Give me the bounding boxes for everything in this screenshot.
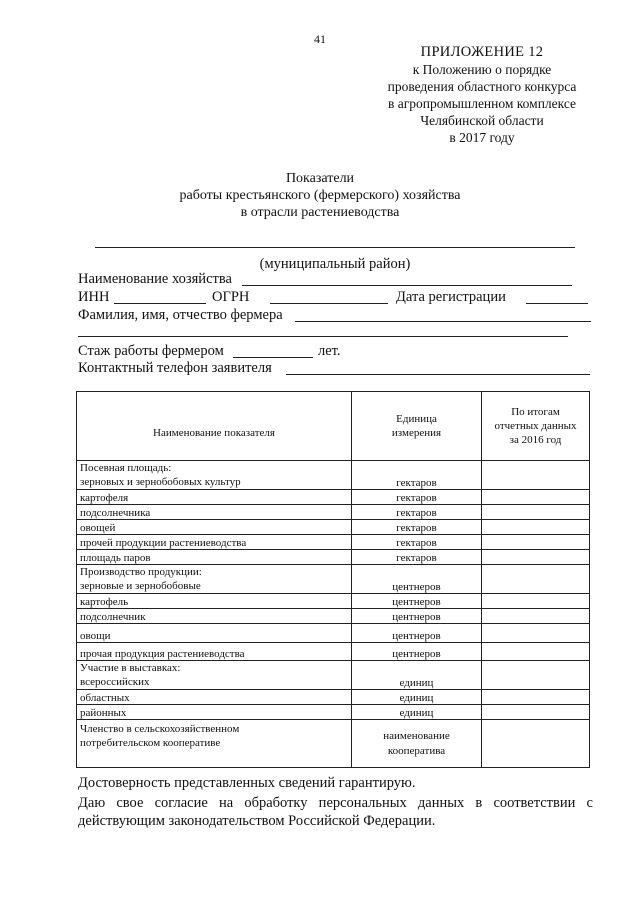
row-name: овощей bbox=[77, 520, 352, 535]
row-name: подсолнечника bbox=[77, 505, 352, 520]
table-row bbox=[77, 535, 590, 550]
farm-name-label: Наименование хозяйства bbox=[78, 271, 232, 287]
farmer-name-label: Фамилия, имя, отчество фермера bbox=[78, 307, 283, 323]
municipal-district-label: (муниципальный район) bbox=[259, 256, 411, 272]
value-cell[interactable] bbox=[482, 594, 590, 609]
row-name: картофель bbox=[77, 594, 352, 609]
group-title-sown-area: Посевная площадь: bbox=[80, 462, 172, 474]
phone-label: Контактный телефон заявителя bbox=[78, 360, 272, 376]
row-name: всероссийских bbox=[80, 676, 150, 688]
unit-cell: единиц bbox=[352, 661, 482, 690]
unit-cell: центнеров bbox=[352, 643, 482, 661]
value-cell[interactable] bbox=[482, 505, 590, 520]
value-cell[interactable] bbox=[482, 643, 590, 661]
document-heading bbox=[150, 170, 490, 221]
header-result-line-1: По итогам bbox=[511, 406, 560, 418]
table-header-row bbox=[77, 392, 590, 461]
membership-unit-line-2: кооператива bbox=[387, 744, 446, 757]
value-cell[interactable] bbox=[482, 609, 590, 624]
header-indicator: Наименование показателя bbox=[77, 392, 352, 461]
registration-date-field[interactable] bbox=[526, 303, 588, 304]
unit-cell: центнеров bbox=[352, 624, 482, 643]
unit-cell: гектаров bbox=[352, 550, 482, 565]
experience-label: Стаж работы фермером bbox=[78, 343, 224, 359]
table-row bbox=[77, 550, 590, 565]
table-row bbox=[77, 609, 590, 624]
group-title-exhibitions: Участие в выставках: bbox=[80, 662, 181, 674]
row-name: картофеля bbox=[77, 490, 352, 505]
heading-line-1: Показатели bbox=[285, 171, 355, 186]
registration-date-label: Дата регистрации bbox=[396, 289, 506, 305]
municipal-district-field[interactable] bbox=[95, 247, 575, 248]
heading-line-3: в отрасли растениеводства bbox=[240, 205, 400, 220]
appendix-line-3: в агропромышленном комплексе bbox=[387, 96, 577, 111]
row-name: площадь паров bbox=[77, 550, 352, 565]
appendix-line-1: к Положению о порядке bbox=[412, 62, 552, 77]
table-row bbox=[77, 594, 590, 609]
row-name: зерновых и зернобобовых культур bbox=[80, 476, 241, 488]
row-name: районных bbox=[77, 705, 352, 720]
page-number: 41 bbox=[314, 32, 326, 46]
unit-cell: единиц bbox=[352, 705, 482, 720]
table-row bbox=[77, 461, 590, 490]
appendix-line-5: в 2017 году bbox=[449, 130, 515, 145]
phone-field[interactable] bbox=[286, 374, 590, 375]
unit-cell: гектаров bbox=[352, 490, 482, 505]
header-result bbox=[482, 392, 590, 461]
table-row bbox=[77, 505, 590, 520]
row-name: прочая продукция растениеводства bbox=[77, 643, 352, 661]
indicator-cell bbox=[77, 461, 352, 490]
table-row bbox=[77, 490, 590, 505]
header-result-line-3: за 2016 год bbox=[509, 434, 562, 446]
value-cell[interactable] bbox=[482, 490, 590, 505]
experience-field[interactable] bbox=[233, 357, 313, 358]
value-cell[interactable] bbox=[482, 624, 590, 643]
appendix-line-4: Челябинской области bbox=[420, 113, 544, 128]
value-cell[interactable] bbox=[482, 690, 590, 705]
row-name: областных bbox=[77, 690, 352, 705]
row-name: прочей продукции растениеводства bbox=[77, 535, 352, 550]
appendix-line-2: проведения областного конкурса bbox=[387, 79, 577, 94]
inn-label: ИНН bbox=[78, 289, 110, 305]
table-row bbox=[77, 520, 590, 535]
table-row bbox=[77, 643, 590, 661]
indicator-cell bbox=[77, 565, 352, 594]
guarantee-statement: Достоверность представленных сведений гарантирую. bbox=[78, 775, 416, 791]
ogrn-label: ОГРН bbox=[212, 289, 250, 305]
unit-cell: гектаров bbox=[352, 535, 482, 550]
unit-cell: гектаров bbox=[352, 461, 482, 490]
header-unit-line-1: Единица bbox=[396, 413, 437, 425]
value-cell[interactable] bbox=[482, 720, 590, 768]
table-row bbox=[77, 720, 590, 768]
years-label: лет. bbox=[318, 343, 341, 359]
value-cell[interactable] bbox=[482, 461, 590, 490]
value-cell[interactable] bbox=[482, 535, 590, 550]
unit-cell bbox=[352, 720, 482, 768]
unit-cell: центнеров bbox=[352, 565, 482, 594]
value-cell[interactable] bbox=[482, 705, 590, 720]
appendix-block bbox=[362, 44, 602, 146]
indicator-cell bbox=[77, 661, 352, 690]
unit-cell: центнеров bbox=[352, 609, 482, 624]
unit-cell: гектаров bbox=[352, 505, 482, 520]
consent-statement: Даю свое согласие на обработку персональных данных в соответствии с действующим законодательством Российской Федерации. bbox=[78, 795, 593, 829]
inn-field[interactable] bbox=[114, 303, 206, 304]
indicator-cell bbox=[77, 720, 352, 768]
row-name: овощи bbox=[77, 624, 352, 643]
table-row bbox=[77, 565, 590, 594]
header-result-line-2: отчетных данных bbox=[494, 420, 577, 432]
heading-line-2: работы крестьянского (фермерского) хозяйства bbox=[179, 188, 461, 203]
table-row bbox=[77, 690, 590, 705]
appendix-title: ПРИЛОЖЕНИЕ 12 bbox=[420, 44, 544, 60]
header-unit bbox=[352, 392, 482, 461]
value-cell[interactable] bbox=[482, 520, 590, 535]
table-row bbox=[77, 661, 590, 690]
membership-unit-line-1: наименование bbox=[383, 729, 450, 742]
value-cell[interactable] bbox=[482, 661, 590, 690]
table-row bbox=[77, 624, 590, 643]
row-name: подсолнечник bbox=[77, 609, 352, 624]
unit-cell: центнеров bbox=[352, 594, 482, 609]
farm-name-field[interactable] bbox=[242, 285, 572, 286]
membership-line-2: потребительском кооперативе bbox=[80, 737, 221, 749]
table-row bbox=[77, 705, 590, 720]
group-title-production: Производство продукции: bbox=[80, 566, 202, 578]
value-cell[interactable] bbox=[482, 550, 590, 565]
row-name: зерновые и зернобобовые bbox=[80, 580, 201, 592]
unit-cell: единиц bbox=[352, 690, 482, 705]
farmer-name-field[interactable] bbox=[295, 321, 591, 322]
indicators-table bbox=[76, 391, 590, 768]
ogrn-field[interactable] bbox=[270, 303, 388, 304]
farmer-name-field-continued[interactable] bbox=[78, 336, 568, 337]
membership-line-1: Членство в сельскохозяйственном bbox=[80, 723, 240, 735]
value-cell[interactable] bbox=[482, 565, 590, 594]
header-unit-line-2: измерения bbox=[391, 427, 442, 439]
unit-cell: гектаров bbox=[352, 520, 482, 535]
